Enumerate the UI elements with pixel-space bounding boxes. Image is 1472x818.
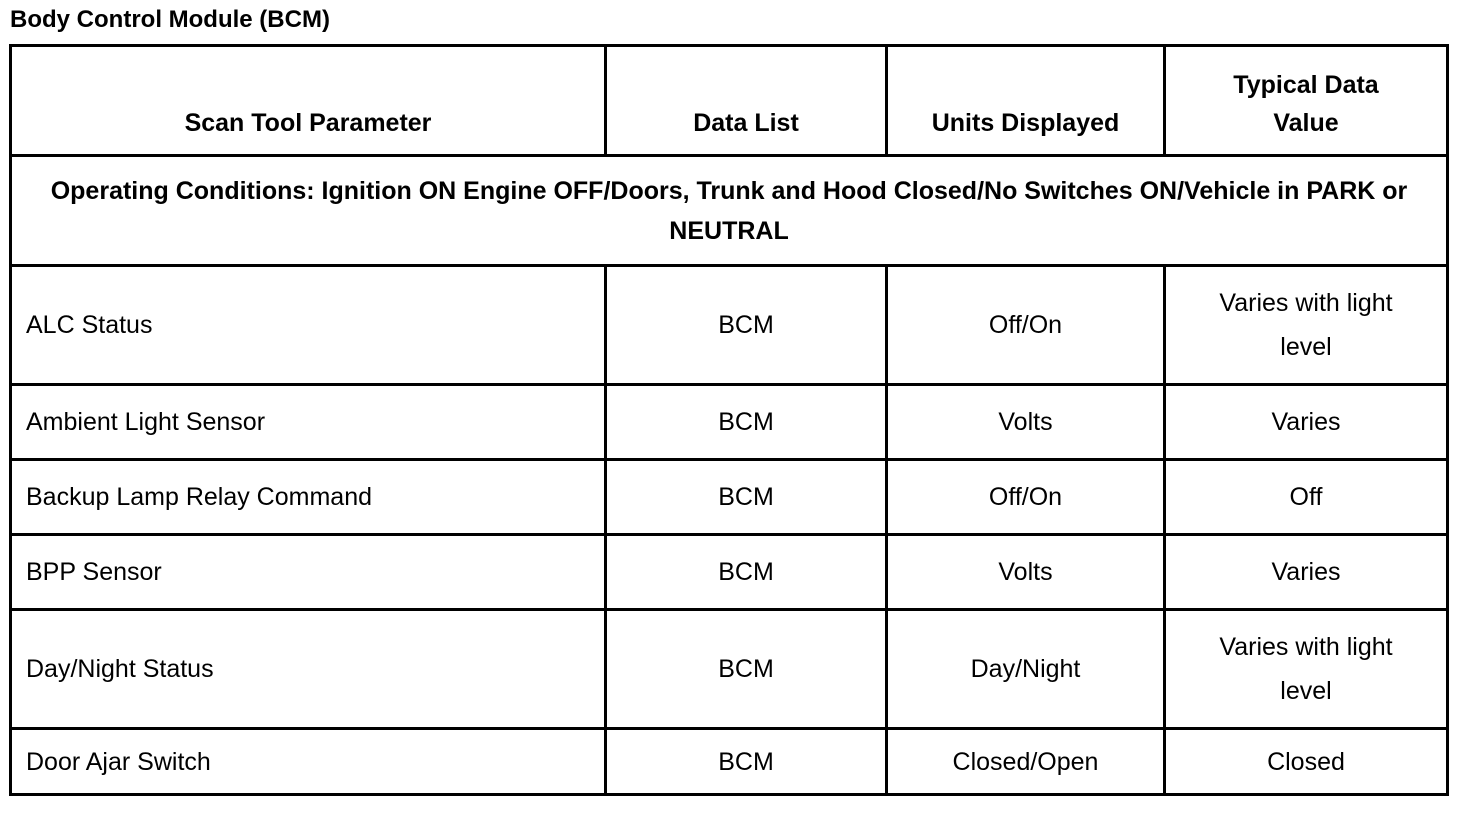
cell-param: Door Ajar Switch — [11, 729, 606, 795]
operating-conditions: Operating Conditions: Ignition ON Engine OFF/Doors, Trunk and Hood Closed/No Switches ON/Vehicle in PARK or NEUTRAL — [11, 156, 1448, 266]
cell-param: Backup Lamp Relay Command — [11, 460, 606, 535]
table-row — [11, 385, 1448, 460]
table-header-row — [11, 46, 1448, 156]
cell-units: Off/On — [887, 266, 1165, 385]
header-units-displayed: Units Displayed — [887, 46, 1165, 156]
table-row — [11, 610, 1448, 729]
cell-typical: Closed — [1165, 729, 1448, 795]
cell-typical: Varies — [1165, 535, 1448, 610]
cell-data-list: BCM — [606, 610, 887, 729]
data-table — [9, 44, 1449, 796]
cell-units: Off/On — [887, 460, 1165, 535]
cell-units: Day/Night — [887, 610, 1165, 729]
table-row — [11, 729, 1448, 795]
table-row — [11, 460, 1448, 535]
operating-conditions-row — [11, 156, 1448, 266]
cell-units: Volts — [887, 535, 1165, 610]
cell-data-list: BCM — [606, 729, 887, 795]
cell-param: ALC Status — [11, 266, 606, 385]
cell-data-list: BCM — [606, 460, 887, 535]
cell-units: Closed/Open — [887, 729, 1165, 795]
table-row — [11, 535, 1448, 610]
header-scan-tool-parameter: Scan Tool Parameter — [11, 46, 606, 156]
cell-param: Day/Night Status — [11, 610, 606, 729]
table-row — [11, 266, 1448, 385]
cell-units: Volts — [887, 385, 1165, 460]
cell-typical: Varies with light level — [1165, 266, 1448, 385]
cell-data-list: BCM — [606, 266, 887, 385]
page-title: Body Control Module (BCM) — [10, 6, 330, 33]
cell-typical: Varies with light level — [1165, 610, 1448, 729]
cell-data-list: BCM — [606, 535, 887, 610]
cell-typical: Varies — [1165, 385, 1448, 460]
cell-param: BPP Sensor — [11, 535, 606, 610]
header-typical-data-value: Typical Data Value — [1165, 46, 1448, 156]
header-data-list: Data List — [606, 46, 887, 156]
cell-param: Ambient Light Sensor — [11, 385, 606, 460]
cell-data-list: BCM — [606, 385, 887, 460]
cell-typical: Off — [1165, 460, 1448, 535]
